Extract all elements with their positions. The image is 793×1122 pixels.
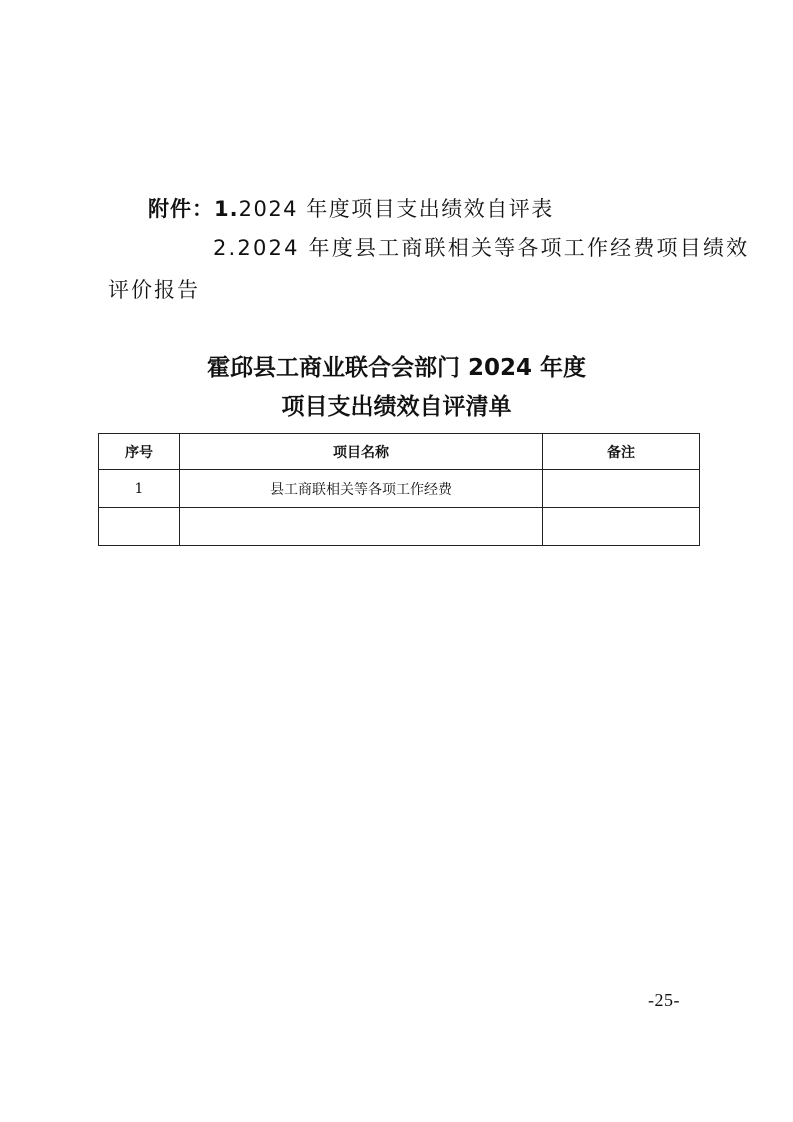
header-project-name: 项目名称 (180, 434, 543, 470)
project-list-table (98, 433, 700, 546)
table-header-row (99, 434, 700, 470)
attachment-2-line-1: 2.2024 年度县工商联相关等各项工作经费项目绩效 (213, 236, 750, 260)
header-remarks: 备注 (543, 434, 700, 470)
table-row (99, 508, 700, 546)
attachment-1-number: 1. (214, 197, 239, 221)
attachment-1-text: 2024 年度项目支出绩效自评表 (238, 197, 554, 221)
attachment-line-1 (148, 194, 554, 224)
cell-remarks (543, 508, 700, 546)
page-number: -25- (648, 990, 680, 1010)
header-serial-number: 序号 (99, 434, 180, 470)
attachments-label: 附件： (148, 197, 214, 221)
cell-remarks (543, 470, 700, 508)
table-row (99, 470, 700, 508)
attachment-2-line-2: 评价报告 (108, 278, 200, 302)
document-title-line-2: 项目支出绩效自评清单 (281, 394, 512, 420)
document-title-line-1: 霍邱县工商业联合会部门 2024 年度 (206, 355, 587, 381)
cell-project-name: 县工商联相关等各项工作经费 (180, 470, 543, 508)
cell-serial-number (99, 508, 180, 546)
cell-serial-number: 1 (99, 470, 180, 508)
cell-project-name (180, 508, 543, 546)
